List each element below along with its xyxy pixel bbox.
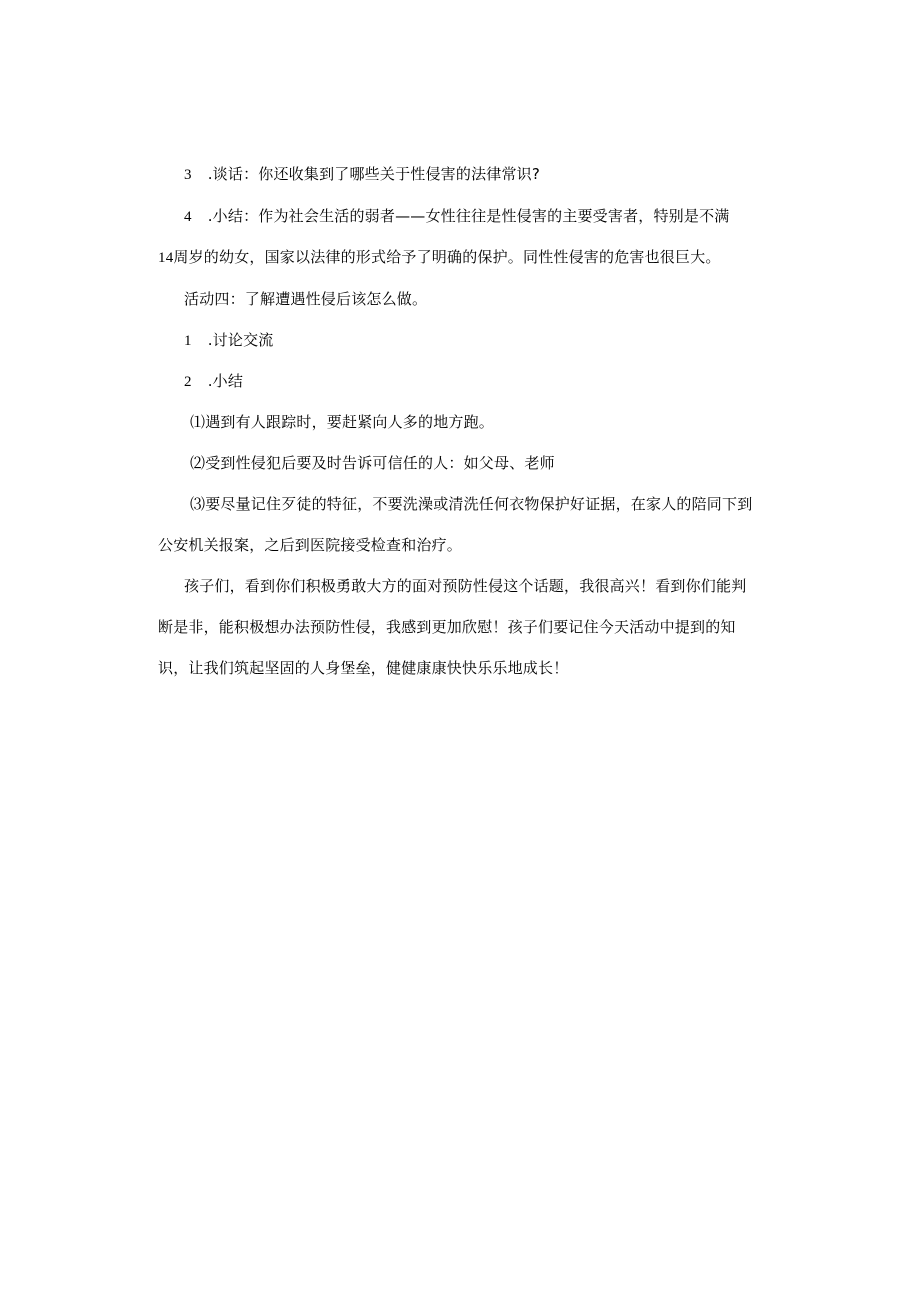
item-number: 1 bbox=[184, 333, 192, 349]
item-text: 遇到有人跟踪时，要赶紧向人多的地方跑。 bbox=[205, 413, 495, 431]
item-number: 14 bbox=[158, 250, 174, 266]
sub-item-3 bbox=[190, 494, 752, 515]
item-number: ⑶ bbox=[190, 497, 206, 513]
closing-paragraph-line-1 bbox=[184, 576, 746, 596]
item-3-talk bbox=[184, 164, 540, 185]
item-text: .小结 bbox=[207, 372, 244, 390]
item-number: 3 bbox=[184, 167, 192, 183]
item-text: 周岁的幼女，国家以法律的形式给予了明确的保护。同性性侵害的危害也很巨大。 bbox=[173, 248, 721, 266]
item-number: 4 bbox=[184, 209, 192, 225]
item-number: ⑵ bbox=[190, 456, 206, 472]
item-text: 孩子们，看到你们积极勇敢大方的面对预防性侵这个话题，我很高兴！看到你们能判 bbox=[184, 577, 747, 595]
activity-four-heading bbox=[184, 289, 427, 309]
item-text: 要尽量记住歹徒的特征，不要洗澡或清洗任何衣物保护好证据，在家人的陪同下到 bbox=[205, 495, 753, 513]
item-4-summary bbox=[184, 206, 729, 227]
item-text: 活动四：了解遭遇性侵后该怎么做。 bbox=[184, 290, 428, 308]
sub-item-3-continued bbox=[158, 535, 462, 555]
item-text: 公安机关报案，之后到医院接受检查和治疗。 bbox=[158, 536, 463, 554]
sub-item-2 bbox=[190, 453, 555, 474]
item-2-summary bbox=[184, 371, 243, 392]
sub-item-1 bbox=[190, 412, 494, 433]
item-1-discussion bbox=[184, 330, 273, 351]
item-text: .小结：作为社会生活的弱者——女性往往是性侵害的主要受害者，特别是不满 bbox=[207, 207, 730, 225]
item-text: 断是非，能积极想办法预防性侵，我感到更加欣慰！孩子们要记住今天活动中提到的知 bbox=[158, 618, 736, 636]
item-4-summary-continued bbox=[158, 247, 721, 268]
closing-paragraph-line-3 bbox=[158, 658, 568, 678]
closing-paragraph-line-2 bbox=[158, 617, 736, 637]
item-text: 受到性侵犯后要及时告诉可信任的人：如父母、老师 bbox=[205, 454, 555, 472]
item-text: .谈话：你还收集到了哪些关于性侵害的法律常识? bbox=[207, 165, 541, 183]
item-number: ⑴ bbox=[190, 415, 206, 431]
item-text: .讨论交流 bbox=[207, 331, 274, 349]
item-number: 2 bbox=[184, 374, 192, 390]
item-text: 识，让我们筑起坚固的人身堡垒，健健康康快快乐乐地成长！ bbox=[158, 659, 569, 677]
